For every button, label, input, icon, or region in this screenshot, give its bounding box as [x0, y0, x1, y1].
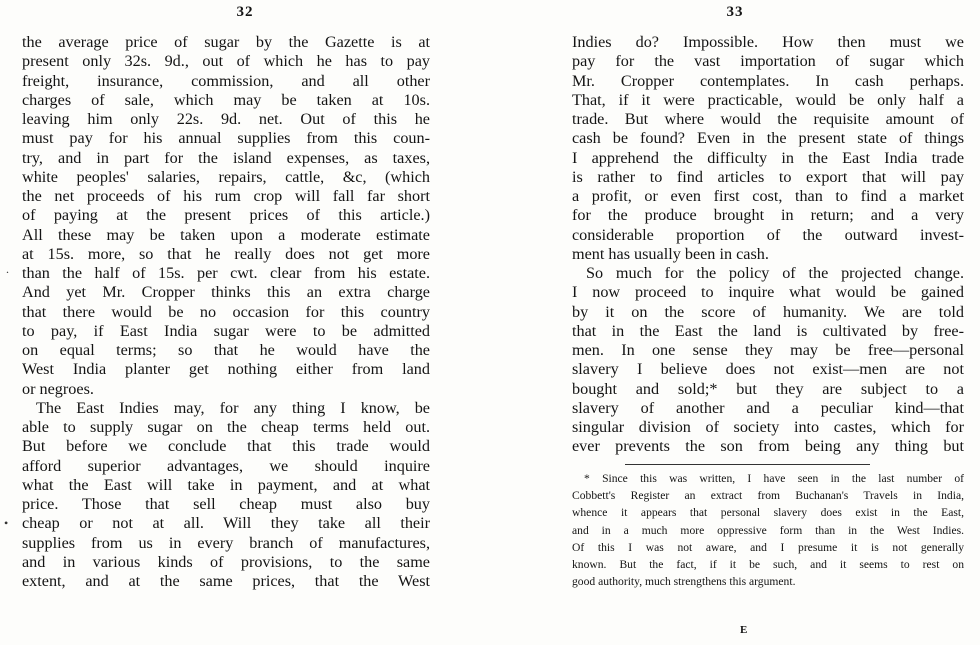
footnote: [572, 470, 964, 590]
text-line: leaving him only 22s. 9d. net. Out of this he: [22, 110, 430, 128]
left-page-number: 32: [236, 4, 254, 20]
text-line: extent, and at the same prices, that the West: [22, 572, 430, 590]
text-line: pay for the vast importation of sugar which: [572, 52, 964, 71]
text-line: singular division of society into castes, which for: [572, 418, 964, 436]
footnote-line: known. But the fact, if it be such, and it seems to rest on: [572, 558, 964, 572]
text-line: try, and in part for the island expenses, as taxes,: [22, 148, 430, 167]
text-line: that in the East the land is cultivated by free-: [572, 321, 964, 340]
text-line: or negroes.: [22, 379, 94, 398]
text-line: must pay for his annual supplies from this coun-: [22, 129, 430, 148]
text-line: considerable proportion of the outward invest-: [572, 225, 964, 244]
text-line: slavery of another and a peculiar kind—that: [572, 398, 964, 417]
text-line: cheap or not at all. Will they take all their: [22, 514, 430, 533]
text-line: on equal terms; so that he would have the: [22, 341, 430, 359]
footnote-line: whence it appears that personal slavery does exist in the East,: [572, 506, 964, 520]
text-line: the average price of sugar by the Gazette is at: [22, 33, 430, 51]
text-line: price. Those that sell cheap must also buy: [22, 495, 430, 513]
text-line: I apprehend the difficulty in the East India trade: [572, 148, 964, 167]
text-line: trade. But where would the requisite amount of: [572, 110, 964, 128]
footnote-line: good authority, much strengthens this argument.: [572, 575, 796, 589]
text-line: That, if it were practicable, would be only half a: [572, 90, 964, 109]
text-line: at 15s. more, so that he really does not get more: [22, 244, 430, 263]
text-line: able to supply sugar on the cheap terms held out.: [22, 418, 430, 436]
footnote-line: Cobbett's Register an extract from Buchanan's Travels in India,: [572, 489, 964, 503]
text-line: white peoples' salaries, repairs, cattle, &c, (which: [22, 167, 430, 186]
text-line: cash be found? Even in the present state of things: [572, 129, 964, 148]
text-line: But before we conclude that this trade would: [22, 437, 430, 456]
footnote-line: * Since this was written, I have seen in the last number of: [584, 472, 964, 485]
text-line: supplies from us in every branch of manufactures,: [22, 533, 430, 552]
text-line: men. In one sense they may be free—personal: [572, 341, 964, 359]
text-line: a profit, or even first cost, than to find a market: [572, 187, 964, 205]
right-page-number: 33: [726, 4, 744, 20]
right-page-body: [572, 33, 964, 457]
text-line: present only 32s. 9d., out of which he has to pay: [22, 52, 430, 71]
text-line: charges of sale, which may be taken at 10s.: [22, 90, 430, 109]
text-line: for the produce brought in return; and a very: [572, 206, 964, 225]
text-line: And yet Mr. Cropper thinks this an extra charge: [22, 283, 430, 302]
text-line: what the East will take in payment, and at what: [22, 475, 430, 494]
footnote-line: and in a much more oppressive form than in the West Indies.: [572, 523, 964, 537]
text-line: freight, insurance, commission, and all other: [22, 71, 430, 90]
text-line: The East Indies may, for any thing I know, be: [36, 398, 430, 417]
text-line: the net proceeds of his rum crop will fall far short: [22, 187, 430, 205]
text-line: afford superior advantages, we should inquire: [22, 456, 430, 475]
margin-dot: •: [4, 516, 9, 530]
footnote-divider: [625, 464, 870, 465]
text-line: ment has usually been in cash.: [572, 244, 769, 263]
text-line: I now proceed to inquire what would be gained: [572, 283, 964, 302]
text-line: Indies do? Impossible. How then must we: [572, 33, 964, 51]
margin-dot: .: [6, 262, 9, 276]
text-line: slavery I believe does not exist—men are not: [572, 360, 964, 379]
text-line: West India planter get nothing either from land: [22, 360, 430, 379]
text-line: of paying at the present prices of this article.): [22, 206, 430, 225]
text-line: than the half of 15s. per cwt. clear from his estate.: [22, 264, 430, 282]
text-line: All these may be taken upon a moderate estimate: [22, 225, 430, 244]
footnote-line: Of this I was not aware, and I presume it is not generally: [572, 540, 964, 554]
text-line: and in various kinds of provisions, to the same: [22, 552, 430, 571]
text-line: is rather to find articles to export that will pay: [572, 167, 964, 186]
text-line: bought and sold;* but they are subject to a: [572, 379, 964, 398]
left-page-body: [22, 33, 430, 591]
text-line: by it on the score of humanity. We are told: [572, 302, 964, 321]
text-line: ever prevents the son from being any thing but: [572, 437, 964, 456]
text-line: So much for the policy of the projected change.: [586, 264, 964, 282]
text-line: to pay, if East India sugar were to be admitted: [22, 321, 430, 340]
text-line: Mr. Cropper contemplates. In cash perhaps.: [572, 71, 964, 90]
right-page: [490, 0, 980, 645]
text-line: that there would be no occasion for this country: [22, 302, 430, 321]
signature-mark: E: [740, 624, 748, 636]
